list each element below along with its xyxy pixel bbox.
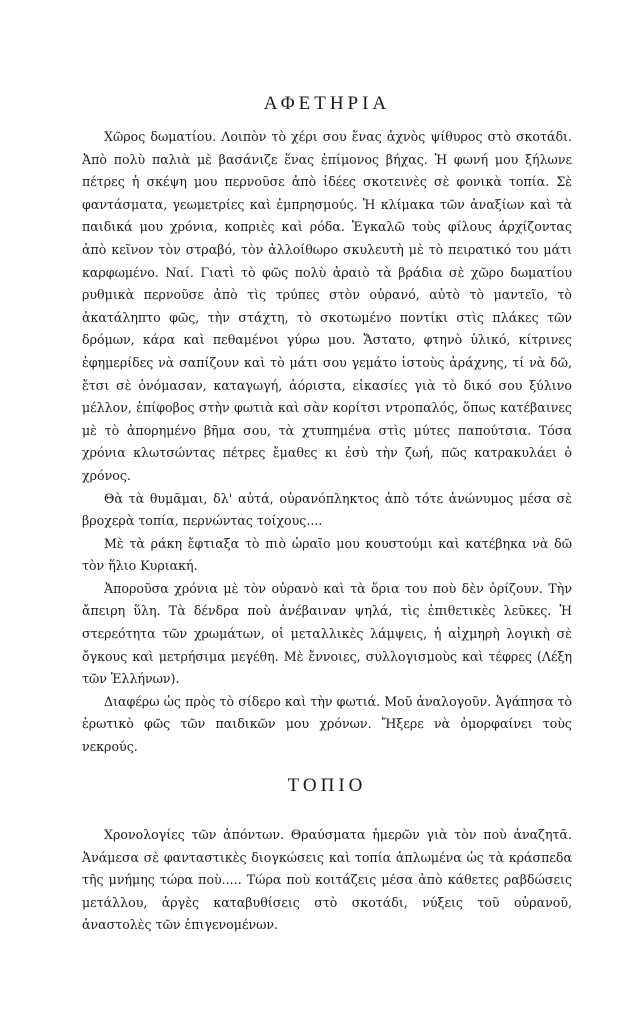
paragraph: Χρονολογίες τῶν ἀπόντων. Θραύσματα ἡμερῶν γιὰ τὸν ποὺ ἀναζητᾶ. Ἀνάμεσα σὲ φανταστικὲς διογκώσεις καὶ τοπία ἁπλωμένα ὡς τὰ κράσπεδα τῆς μνήμης τώρα ποὺ..... Τώρα ποὺ κοιτάζεις μέσα ἀπὸ κάθετες ραβδώσεις μετάλλου, ἀργὲς καταβυθίσεις στὸ σκοτάδι, νύξεις τοῦ οὐρανοῦ, ἀναστολὲς τῶν ἐπιγενομένων.: [82, 827, 572, 933]
paragraph: Ἀποροῦσα χρόνια μὲ τὸν οὐρανὸ καὶ τὰ ὅρια του ποὺ δὲν ὁρίζουν. Τὴν ἄπειρη ὕλη. Τὰ δένδρα ποὺ ἀνέβαιναν ψηλά, τὶς ἐπιθετικὲς λεῦκες. Ἡ στερεότητα τῶν χρωμάτων, οἱ μεταλλικὲς λάμψεις, ἡ αἰχμηρὴ λογικὴ σὲ ὄγκους καὶ μετρήσιμα μεγέθη. Μὲ ἔννοιες, συλλογισμοὺς καὶ τέφρες (Λέξη τῶν Ἑλλήνων).: [82, 580, 572, 687]
section-body-afetiria: [82, 126, 572, 759]
section-body-topio: [82, 824, 572, 937]
paragraph: Μὲ τὰ ράκη ἔφτιαξα τὸ πιὸ ὡραῖο μου κουστούμι καὶ κατέβηκα νὰ δῶ τὸν ἥλιο Κυριακή.: [82, 535, 572, 574]
section-title-topio: ΤΟΠΙΟ: [287, 775, 367, 796]
paragraph: Διαφέρω ὡς πρὸς τὸ σίδερο καὶ τὴν φωτιά. Μοῦ ἀναλογοῦν. Ἀγάπησα τὸ ἐρωτικὸ φῶς τῶν παιδικῶν μου χρόνων. Ἤξερε νὰ ὀμορφαίνει τοὺς νεκρούς.: [82, 693, 572, 755]
section-title-afetiria: ΑΦΕΤΗΡΙΑ: [263, 93, 391, 114]
paragraph: Θὰ τὰ θυμᾶμαι, δλ' αὐτά, οὐρανόπληκτος ἀπὸ τότε ἀνώνυμος μέσα σὲ βροχερὰ τοπία, περνώντας τοίχους....: [82, 490, 572, 529]
paragraph: Χῶρος δωματίου. Λοιπὸν τὸ χέρι σου ἕνας ἀχνὸς ψίθυρος στὸ σκοτάδι. Ἀπὸ πολὺ παλιὰ μὲ βασάνιζε ἕνας ἐπίμονος βήχας. Ἡ φωνή μου ξήλωνε πέτρες ἡ σκέψη μου περνοῦσε ἀπὸ ἰδέες σκοτεινὲς σὲ φονικὰ τοπία. Σὲ φαντάσματα, γεωμετρίες καὶ ἐμπρησμούς. Ἡ κλίμακα τῶν ἀναξίων καὶ τὰ παιδικά μου χρόνια, κοπριὲς καὶ ρόδα. Ἐγκαλῶ τοὺς φίλους ἀρχίζοντας ἀπὸ κεῖνον τὸν στραβό, τὸν ἀλλοίθωρο σκυλευτὴ μὲ τὸ πειρατικό του μάτι καρφωμένο. Ναί. Γιατὶ τὸ φῶς πολὺ ἀραιὸ τὰ βράδια σὲ χῶρο δωματίου ρυθμικὰ περνοῦσε ἀπὸ τὶς τρύπες στὸν οὐρανό, αὐτὸ τὸ μαντεῖο, τὸ ἀκατάληπτο φῶς, τὴν στάχτη, τὸ σκοτωμένο ποντίκι στὶς πλάκες τῶν δρόμων, κάρα καὶ πεθαμένοι γύρω μου. Ἄστατο, φτηνὸ ὑλικό, κίτρινες ἐφημερίδες νὰ σαπίζουν καὶ τὸ μάτι σου γεμάτο ἱστοὺς ἀράχνης, τί νὰ δῶ, ἔτσι σὲ ὀνόμασαν, καταγωγή, ἀόριστα, εἰκασίες γιὰ τὸ δικό σου ξύλινο μέλλον, ἐπίφοβος στὴν φωτιὰ καὶ σὰν κορίτσι ντροπαλός, ὅπως κατέβαινες μὲ τὸ ἀπορημένο βῆμα σου, τὰ χτυπημένα στὶς μύτες παπούτσια. Τόσα χρόνια κλωτσώντας πέτρες ἔμαθες κι ἐσὺ τὴν ζωή, πῶς κατρακυλάει ὁ χρόνος.: [82, 129, 572, 483]
